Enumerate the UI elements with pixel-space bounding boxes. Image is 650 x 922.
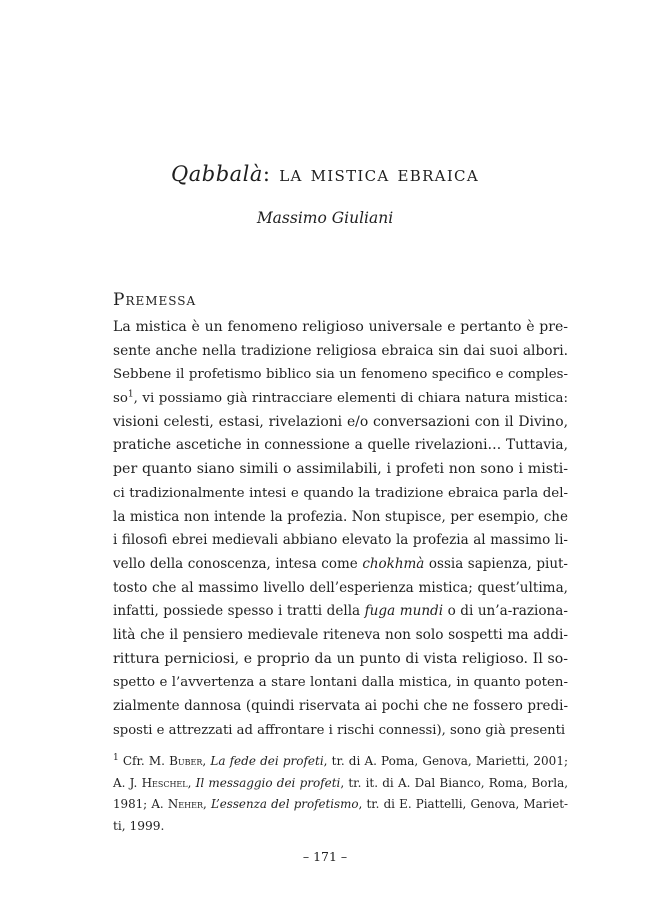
footnote-text-segment: Cfr. M.: [118, 754, 170, 768]
footnote-line: ti, 1999.: [113, 818, 165, 833]
footnote-text-segment: A. J.: [113, 775, 142, 790]
body-line: per quanto siano simili o assimilabili, i profeti non sono i misti-: [113, 461, 568, 478]
body-text-segment: ossia sapienza, piut-: [424, 555, 568, 572]
body-line: ci tradizionalmente intesi e quando la tradizione ebraica parla del-: [113, 485, 568, 501]
body-line: visioni celesti, estasi, rivelazioni e/o conversazioni con il Divino,: [113, 413, 568, 430]
footnote-text-segment: ,: [202, 797, 211, 811]
italic-term: fuga mundi: [364, 603, 444, 620]
footnote-reference: 1: [127, 389, 134, 400]
footnote-text-segment: , tr. it. di A. Dal Bianco, Roma, Borla,: [340, 775, 569, 790]
section-heading: Premessa: [113, 290, 197, 310]
body-text-segment: , vi possiamo già rintracciare elementi di chiara natura mistica:: [133, 391, 568, 407]
footnote-author: Neher: [167, 797, 203, 811]
body-text-segment: vello della conoscenza, intesa come: [113, 555, 363, 572]
footnote-book-title: La fede dei profeti: [210, 754, 324, 768]
body-line: [113, 600, 568, 624]
chapter-title: [0, 160, 650, 188]
page-number: – 171 –: [302, 849, 348, 864]
body-line: spetto e l’avvertenza a stare lontani dalla mistica, in quanto poten-: [113, 675, 568, 691]
chapter-title-italic: Qabbalà: [171, 162, 263, 186]
body-text-segment: o di un’a-raziona-: [443, 603, 568, 620]
body-line: rittura perniciosi, e proprio da un punto di vista religioso. Il so-: [113, 650, 568, 667]
body-line: pratiche ascetiche in connessione a quelle rivelazioni… Tuttavia,: [113, 437, 568, 454]
footnote-author: Buber: [169, 754, 203, 768]
footnote-line: [113, 794, 568, 816]
footnote-book-title: Il messaggio dei profeti: [195, 775, 341, 790]
body-line: Sebbene il profetismo biblico sia un fenomeno specifico e comples-: [113, 367, 568, 383]
footnote-number: 1: [113, 753, 119, 763]
footnote-line: [113, 751, 568, 773]
body-text-segment: so: [113, 391, 128, 407]
body-line: [113, 553, 568, 577]
footnote-text-segment: , tr. di E. Piattelli, Genova, Mariet-: [358, 797, 568, 811]
body-text-segment: infatti, possiede spesso i tratti della: [113, 603, 365, 620]
italic-term: chokhmà: [362, 555, 425, 572]
footnotes: [113, 751, 568, 837]
body-line: lità che il pensiero medievale riteneva non solo sospetti ma addi-: [113, 626, 568, 643]
body-line: sposti e attrezzati ad affrontare i rischi connessi), sono già presenti: [113, 722, 566, 738]
body-line: La mistica è un fenomeno religioso universale e pertanto è pre-: [113, 319, 568, 335]
body-line: la mistica non intende la profezia. Non stupisce, per esempio, che: [113, 508, 568, 525]
body-line: [113, 387, 568, 411]
body-line: zialmente dannosa (quindi riservata ai pochi che ne fossero predi-: [113, 698, 568, 714]
footnote-book-title: L’essenza del profetismo: [210, 797, 359, 811]
footnote-author: Heschel: [141, 775, 188, 790]
footnote-line: [113, 773, 568, 795]
footnote-text-segment: 1981; A.: [113, 797, 168, 811]
body-line: sente anche nella tradizione religiosa ebraica sin dai suoi albori.: [113, 342, 568, 359]
footnote-text-segment: , tr. di A. Poma, Genova, Marietti, 2001;: [323, 754, 568, 768]
body-line: i filosofi ebrei medievali abbiano elevato la profezia al massimo li-: [113, 532, 568, 549]
body-line: tosto che al massimo livello dell’esperienza mistica; quest’ultima,: [113, 579, 568, 596]
chapter-title-rest: : la mistica ebraica: [262, 162, 479, 186]
author-name: Massimo Giuliani: [256, 209, 394, 227]
footnote-text-segment: ,: [202, 754, 211, 768]
footnote-text-segment: ,: [187, 775, 196, 790]
body-text: [113, 316, 568, 742]
